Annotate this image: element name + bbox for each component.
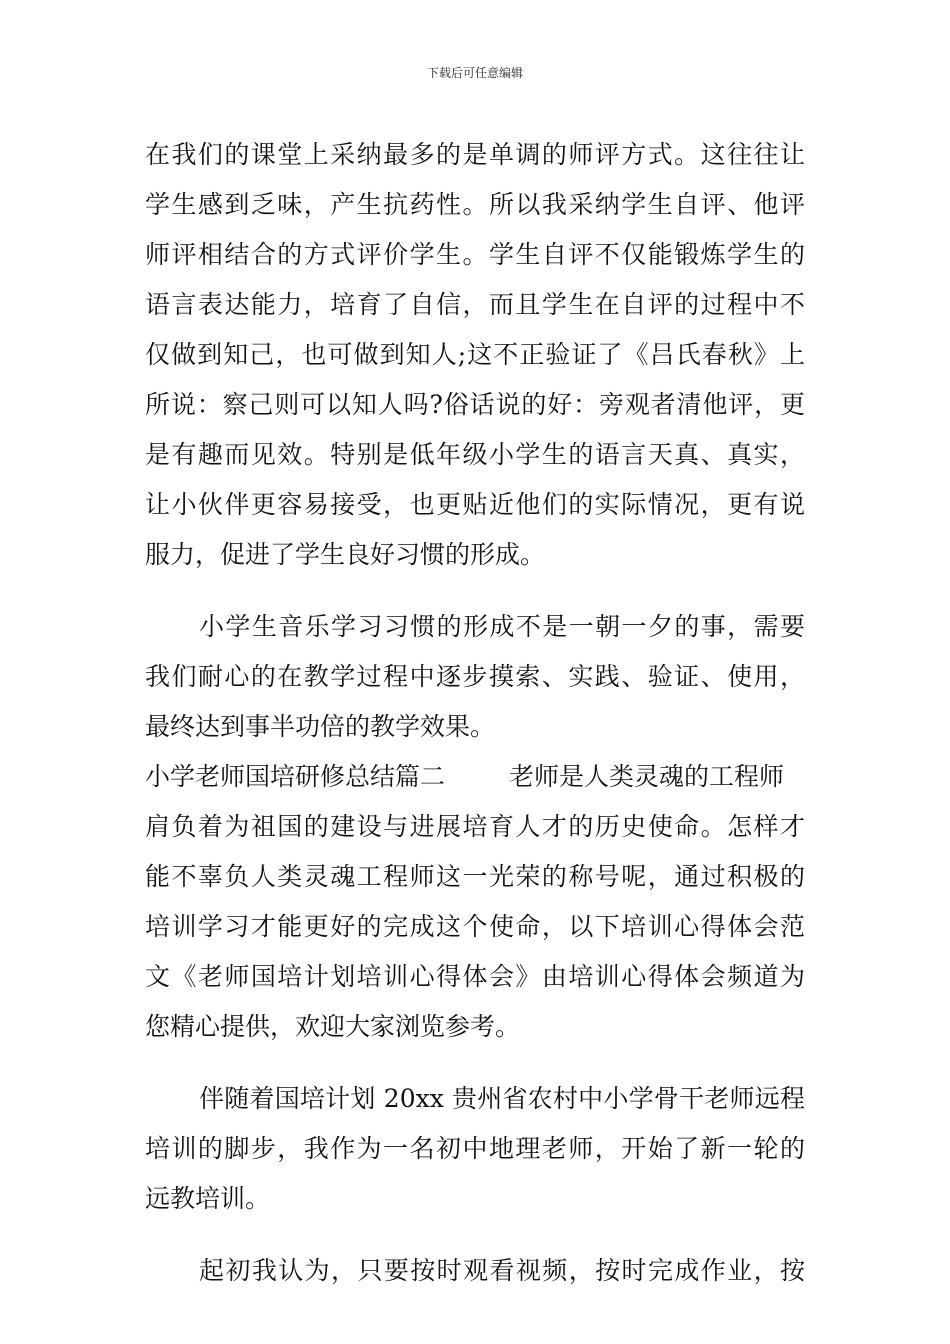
heading-continuation: 老师是人类灵魂的工程师 xyxy=(509,762,785,791)
text-line: 仅做到知己，也可做到知人;这不正验证了《吕氏春秋》上 xyxy=(145,340,805,369)
text-line: 小学生音乐学习习惯的形成不是一朝一夕的事，需要 xyxy=(199,612,805,641)
text-line: 让小伙伴更容易接受，也更贴近他们的实际情况，更有说 xyxy=(145,490,805,519)
paragraph-4 xyxy=(145,1074,805,1224)
paragraph-1 xyxy=(145,130,805,580)
text-line: 培训的脚步，我作为一名初中地理老师，开始了新一轮的 xyxy=(145,1134,805,1163)
paragraph-2 xyxy=(145,602,805,752)
text-line: 最终达到事半功倍的教学效果。 xyxy=(145,712,496,741)
text-line: 所说：察己则可以知人吗?俗话说的好：旁观者清他评，更 xyxy=(145,390,805,419)
section-heading-line xyxy=(145,752,805,802)
document-body xyxy=(145,130,805,1296)
text-line: 我们耐心的在教学过程中逐步摸索、实践、验证、使用， xyxy=(145,662,805,691)
paragraph-3 xyxy=(145,752,805,1052)
text-line: 文《老师国培计划培训心得体会》由培训心得体会频道为 xyxy=(145,962,805,991)
text-line: 远教培训。 xyxy=(145,1184,271,1213)
text-line: 培训学习才能更好的完成这个使命，以下培训心得体会范 xyxy=(145,912,805,941)
text-line: 是有趣而见效。特别是低年级小学生的语言天真、真实， xyxy=(145,440,805,469)
text-line: 能不辜负人类灵魂工程师这一光荣的称号呢，通过积极的 xyxy=(145,862,805,891)
text-line: 伴随着国培计划 20xx 贵州省农村中小学骨干老师远程 xyxy=(199,1084,805,1113)
text-line: 肩负着为祖国的建设与进展培育人才的历史使命。怎样才 xyxy=(145,812,805,841)
paragraph-spacer xyxy=(145,1052,805,1074)
text-line: 在我们的课堂上采纳最多的是单调的师评方式。这往往让 xyxy=(145,140,805,169)
text-line: 起初我认为，只要按时观看视频，按时完成作业，按 xyxy=(199,1256,805,1285)
section-heading: 小学老师国培研修总结篇二 xyxy=(145,762,446,791)
text-line: 师评相结合的方式评价学生。学生自评不仅能锻炼学生的 xyxy=(145,240,805,269)
page-header: 下载后可任意编辑 xyxy=(426,66,523,80)
paragraph-spacer xyxy=(145,1224,805,1246)
text-line: 您精心提供，欢迎大家浏览参考。 xyxy=(145,1012,521,1041)
paragraph-5 xyxy=(145,1246,805,1296)
paragraph-spacer xyxy=(145,580,805,602)
text-line: 学生感到乏味，产生抗药性。所以我采纳学生自评、他评 xyxy=(145,190,805,219)
text-line: 语言表达能力，培育了自信，而且学生在自评的过程中不 xyxy=(145,290,805,319)
text-line: 服力，促进了学生良好习惯的形成。 xyxy=(145,540,546,569)
